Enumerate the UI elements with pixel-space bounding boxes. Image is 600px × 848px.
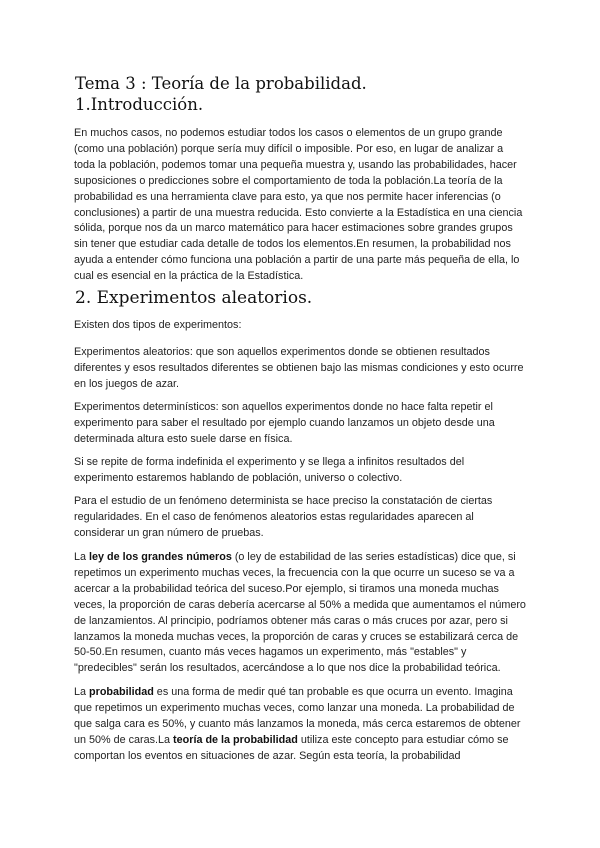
prob-text-start: La xyxy=(74,686,90,698)
section-heading-experimentos: 2. Experimentos aleatorios. xyxy=(75,288,313,308)
paragraph-probabilidad xyxy=(74,685,526,765)
paragraph-ley-grandes-numeros xyxy=(74,550,526,677)
ley-text-start: La xyxy=(74,551,90,563)
prob-term: probabilidad xyxy=(89,686,154,698)
section-heading-introduccion: 1.Introducción. xyxy=(75,95,204,114)
prob-text-rest: utiliza este concepto para estudiar cómo se comportan los eventos en situaciones de azar. Según esta teoría, la probabilidad xyxy=(74,733,509,762)
document-title: Tema 3 : Teoría de la probabilidad. xyxy=(75,74,367,93)
ley-text-rest: (o ley de estabilidad de las series estadísticas) dice que, si repetimos un experimento muchas veces, la frecuencia con la que ocurre un suceso se va a acercar a la probabilidad teórica del suceso.Por ejemplo, si tiramos una moneda muchas veces, la proporción de caras debería acercarse al 50% a medida que aumentamos el número de lanzamientos. Al principio, podríamos obtener más caras o más cruces por azar, pero si lanzamos la moneda muchas veces, la proporción de caras y cruces se estabilizará cerca de 50-50.En resumen, cuanto más veces hagamos un experimento, más "estables" y "predecibles" serán los resultados, acercándose a lo que nos dice la probabilidad teórica. xyxy=(74,551,526,675)
paragraph-regularidades: Para el estudio de un fenómeno determinista se hace preciso la constatación de ciertas regularidades. En el caso de fenómenos aleatorios estas regularidades aparecen al considerar un gran número de pruebas. xyxy=(74,495,493,539)
paragraph-deterministicos: Experimentos determinísticos: son aquellos experimentos donde no hace falta repetir el experimento para saber el resultado por ejemplo cuando lanzamos un objeto desde una determinada altura esto suele darse en física. xyxy=(74,401,495,445)
ley-term: ley de los grandes números xyxy=(89,551,232,563)
teoria-term: teoría de la probabilidad xyxy=(173,733,298,746)
paragraph-tipos: Existen dos tipos de experimentos: xyxy=(74,319,242,331)
paragraph-repeticion: Si se repite de forma indefinida el experimento y se llega a infinitos resultados del experimento estaremos hablando de población, universo o colectivo. xyxy=(74,456,465,484)
prob-text-middle: es una forma de medir qué tan probable es que ocurra un evento. Imagina que repetimos un experimento muchas veces, como lanzar una moneda. La probabilidad de que salga cara es 50%, y cuanto más lanzamos la moneda, más cerca estaremos de obtener un 50% de caras.La xyxy=(74,686,521,746)
paragraph-introduccion: En muchos casos, no podemos estudiar todos los casos o elementos de un grupo grande (como una población) porque sería muy difícil o imposible. Por eso, en lugar de analizar a toda la población, podemos tomar una pequeña muestra y, usando las probabilidades, hacer suposiciones o predicciones sobre el comportamiento de toda la población.La teoría de la probabilidad es una herramienta clave para esto, ya que nos permite hacer inferencias (o conclusiones) a partir de una muestra reducida. Esto convierte a la Estadística en una ciencia sólida, porque nos da un marco matemático para hacer estimaciones sobre grandes grupos sin tener que estudiar cada detalle de todos los elementos.En resumen, la probabilidad nos ayuda a entender cómo funciona una población a partir de una parte más pequeña de ella, lo cual es esencial en la práctica de la Estadística. xyxy=(74,127,523,283)
paragraph-aleatorios: Experimentos aleatorios: que son aquellos experimentos donde se obtienen resultados diferentes y esos resultados diferentes se obtienen bajo las mismas condiciones y esto ocurre en los juegos de azar. xyxy=(74,346,524,390)
